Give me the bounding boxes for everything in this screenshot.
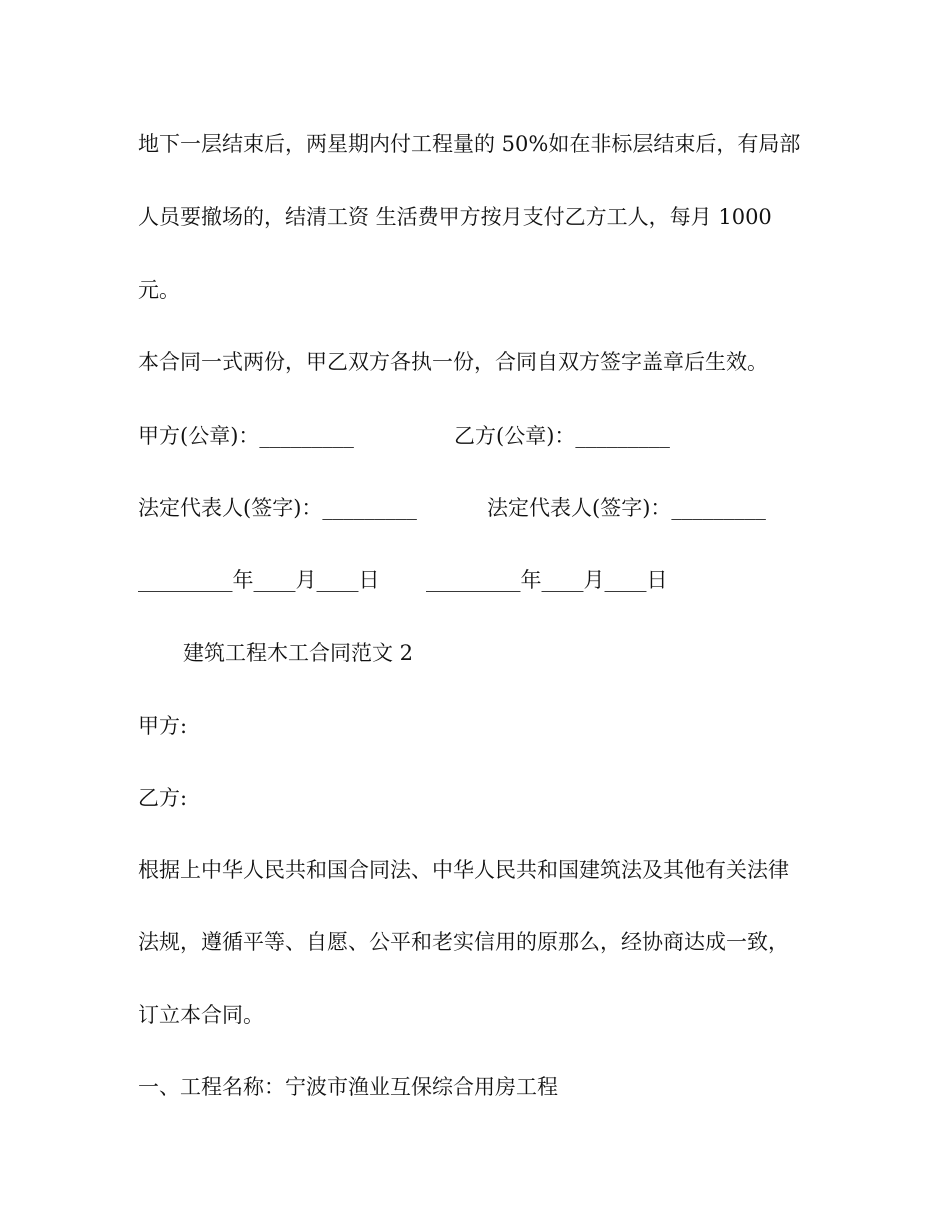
paragraph-line: 地下一层结束后，两星期内付工程量的 50%如在非标层结束后，有局部 (138, 132, 801, 156)
date-b: _________年____月____日 (426, 568, 668, 592)
party-b-seal: 乙方(公章)：_________ (454, 424, 670, 448)
party-b-label: 乙方: (138, 786, 188, 810)
paragraph-line: 订立本合同。 (138, 1003, 264, 1027)
party-a-seal: 甲方(公章)：_________ (138, 424, 354, 448)
paragraph-line: 法规，遵循平等、自愿、公平和老实信用的原那么，经协商达成一致， (138, 930, 789, 954)
paragraph-line: 人员要撤场的，结清工资 生活费甲方按月支付乙方工人，每月 1000 (138, 205, 772, 229)
section-title: 建筑工程木工合同范文 2 (183, 641, 414, 665)
clause-heading: 一、工程名称：宁波市渔业互保综合用房工程 (138, 1075, 558, 1099)
party-b-representative: 法定代表人(签字)：_________ (487, 496, 766, 520)
date-a: _________年____月____日 (138, 568, 380, 592)
paragraph-line: 本合同一式两份，甲乙双方各执一份，合同自双方签字盖章后生效。 (138, 350, 768, 374)
paragraph-line: 根据上中华人民共和国合同法、中华人民共和国建筑法及其他有关法律 (138, 858, 789, 882)
party-a-representative: 法定代表人(签字)：_________ (138, 496, 417, 520)
party-a-label: 甲方: (138, 714, 188, 738)
paragraph-line: 元。 (138, 278, 180, 302)
